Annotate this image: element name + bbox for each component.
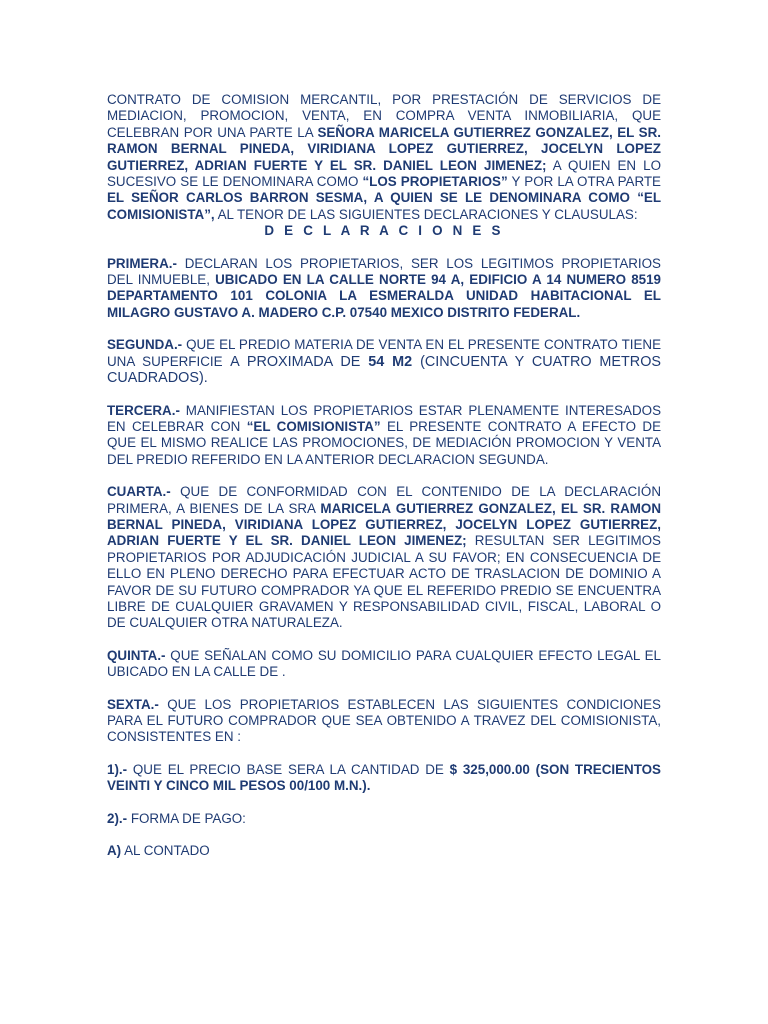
tercera-run-0: TERCERA.-	[107, 402, 180, 418]
segunda-run-4: 54 M2	[368, 353, 413, 370]
intro-run-5: EL SEÑOR CARLOS BARRON SESMA, A QUIEN SE LE DENOMINARA COMO “EL COMISIONISTA”,	[107, 190, 661, 222]
segunda-run-1: QUE EL PREDIO MATERIA DE VENTA EN EL PRESENTE CONTRATO	[182, 337, 622, 353]
segunda-run-3: A PROXIMADA DE	[230, 353, 369, 370]
intro-run-0: CONTRATO DE COMISION MERCANTIL, POR PRESTACIÓN DE SERVICIOS DE MEDIACION, PROMOCION, VENTA, EN COMPRA VENTA INMOBILIARIA, QUE CELEBRAN POR UNA PARTE LA	[107, 92, 661, 140]
clause-tercera	[107, 403, 661, 469]
segunda-run-2: TIENE UNA SUPERFICIE	[107, 337, 661, 369]
cuarta-run-1: QUE DE CONFORMIDAD CON EL CONTENIDO DE LA DECLARACIÓN PRIMERA, A BIENES DE LA SRA	[107, 484, 661, 516]
intro-run-3: “LOS PROPIETARIOS”	[362, 174, 508, 190]
tercera-run-3: EL PRESENTE CONTRATO A EFECTO DE QUE EL MISMO REALICE LAS PROMOCIONES, DE MEDIACIÓN PROMOCION Y VENTA DEL PREDIO REFERIDO EN LA ANTERIOR DECLARACION SEGUNDA.	[107, 418, 661, 467]
tercera-run-2: “EL COMISIONISTA”	[246, 418, 381, 434]
segunda-run-5: (CINCUENTA Y CUATRO METROS CUADRADOS).	[107, 353, 661, 387]
primera-run-1: DECLARAN LOS PROPIETARIOS, SER LOS LEGITIMOS PROPIETARIOS DEL INMUEBLE,	[107, 255, 661, 288]
primera-run-2: UBICADO EN LA CALLE NORTE 94 A, EDIFICIO A 14 NUMERO 8519 DEPARTAMENTO 101 COLONIA LA ESMERALDA UNIDAD HABITACIONAL EL MILAGRO GUSTAVO A. MADERO C.P. 07540 MEXICO DISTRITO FEDERAL.	[107, 272, 661, 320]
sexta-run-0: SEXTA.-	[107, 696, 159, 712]
item2-run-1: FORMA DE PAGO:	[127, 810, 246, 826]
itemA-run-1: AL CONTADO	[121, 843, 210, 859]
cuarta-run-3: RESULTAN SER LEGITIMOS PROPIETARIOS POR ADJUDICACIÓN JUDICIAL A SU FAVOR; EN CONSECUENCIA DE ELLO EN PLENO DERECHO PARA EFECTUAR ACTO DE TRASLACION DE DOMINIO A FAVOR DE SU FUTURO COMPRADOR YA QUE EL REFERIDO PREDIO SE ENCUENTRA LIBRE DE CUALQUIER GRAVAMEN Y RESPONSABILIDAD CIVIL, FISCAL, LABORAL O DE CUALQUIER OTRA NATURALEZA.	[107, 533, 661, 631]
cuarta-run-0: CUARTA.-	[107, 484, 171, 500]
condition-item-1	[107, 762, 661, 795]
intro-paragraph	[107, 92, 661, 223]
sexta-run-1: QUE LOS PROPIETARIOS ESTABLECEN LAS SIGUIENTES CONDICIONES PARA EL FUTURO COMPRADOR QUE SEA OBTENIDO A TRAVEZ DEL COMISIONISTA, CONSISTENTES EN :	[107, 696, 661, 745]
clause-sexta	[107, 697, 661, 746]
item2-run-0: 2).-	[107, 810, 128, 826]
tercera-run-1: MANIFIESTAN LOS PROPIETARIOS ESTAR PLENAMENTE INTERESADOS EN CELEBRAR CON	[107, 402, 661, 434]
clause-quinta	[107, 648, 661, 681]
intro-run-2: A QUIEN EN LO SUCESIVO SE LE DENOMINARA COMO	[107, 157, 661, 190]
declaraciones-heading: D E C L A R A C I O N E S	[264, 223, 504, 239]
cuarta-run-2: MARICELA GUTIERREZ GONZALEZ, EL SR. RAMON BERNAL PINEDA, VIRIDIANA LOPEZ GUTIERREZ, JOCELYN LOPEZ GUTIERREZ, ADRIAN FUERTE Y EL SR. DANIEL LEON JIMENEZ;	[107, 500, 661, 549]
segunda-run-0: SEGUNDA.-	[107, 337, 183, 353]
quinta-run-0: QUINTA.-	[107, 647, 166, 663]
item1-run-0: 1).-	[107, 761, 128, 777]
intro-run-6: AL TENOR DE LAS SIGUIENTES DECLARACIONES Y CLAUSULAS:	[214, 206, 638, 222]
item1-run-1: QUE EL PRECIO BASE SERA LA CANTIDAD DE	[127, 761, 450, 777]
clause-primera	[107, 256, 661, 322]
contract-document	[107, 92, 661, 875]
item1-run-2: $ 325,000.00 (SON TRECIENTOS VEINTI Y CINCO MIL PESOS 00/100 M.N.).	[107, 761, 661, 794]
intro-run-4: Y POR LA OTRA PARTE	[507, 174, 661, 190]
clause-segunda	[107, 337, 661, 386]
condition-item-a	[107, 843, 661, 859]
primera-run-0: PRIMERA.-	[107, 255, 177, 271]
intro-run-1: SEÑORA MARICELA GUTIERREZ GONZALEZ, EL SR. RAMON BERNAL PINEDA, VIRIDIANA LOPEZ GUTIERREZ, JOCELYN LOPEZ GUTIERREZ, ADRIAN FUERTE Y EL SR. DANIEL LEON JIMENEZ;	[107, 124, 661, 173]
clause-cuarta	[107, 484, 661, 632]
itemA-run-0: A)	[107, 843, 122, 859]
quinta-run-1: QUE SEÑALAN COMO SU DOMICILIO PARA CUALQUIER EFECTO LEGAL EL UBICADO EN LA CALLE DE .	[107, 647, 661, 680]
condition-item-2	[107, 811, 661, 827]
